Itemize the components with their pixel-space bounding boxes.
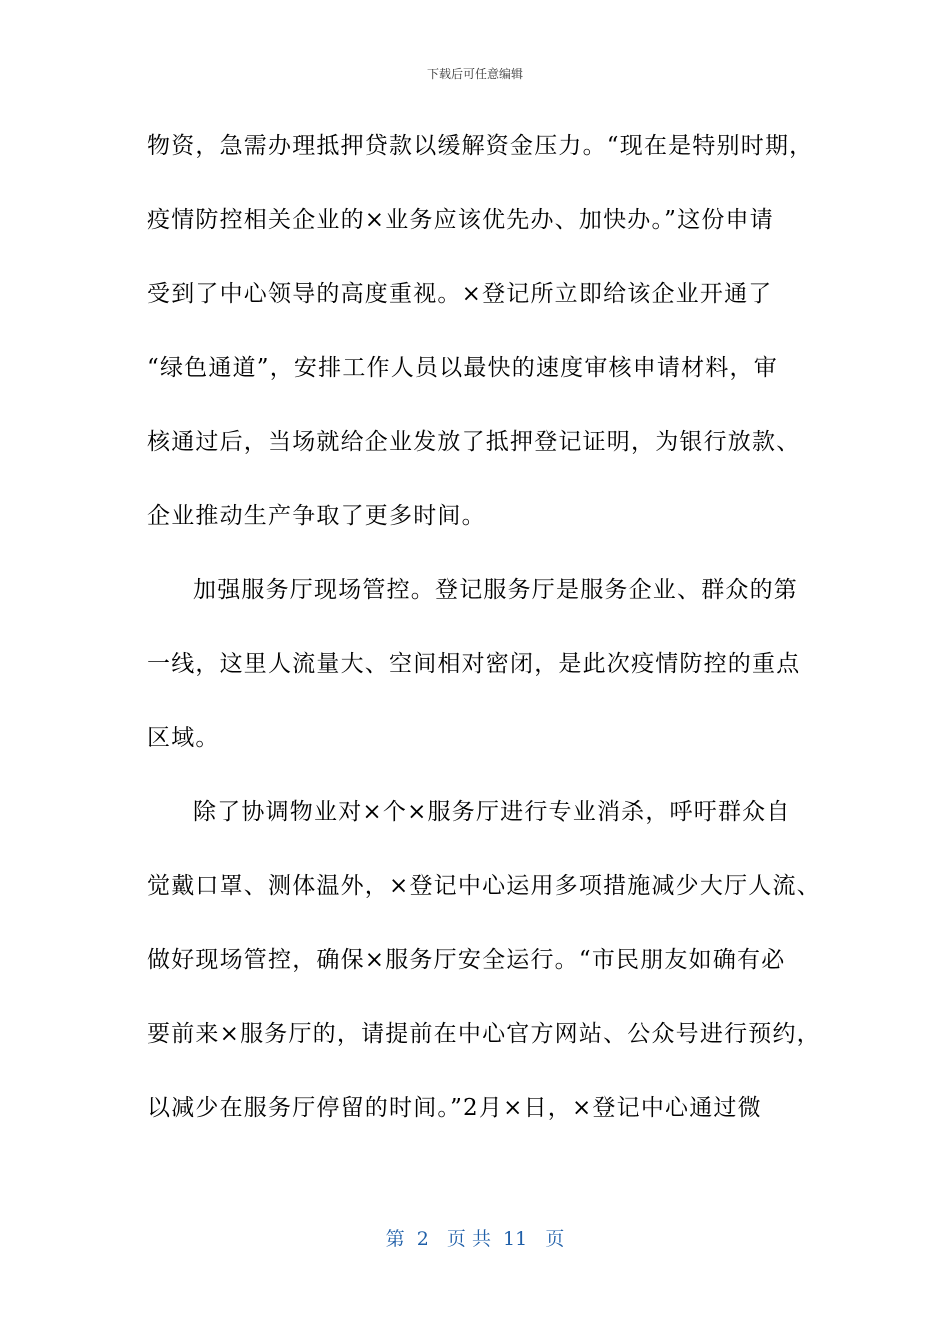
text-line: 物资，急需办理抵押贷款以缓解资金压力。“现在是特别时期，: [147, 133, 814, 159]
page-number-footer: 第 2 页 共 11 页: [385, 1228, 565, 1250]
text-line: 受到了中心领导的高度重视。×登记所立即给该企业开通了: [147, 281, 773, 307]
document-body: [147, 120, 821, 1156]
page-header: 下载后可任意编辑: [426, 67, 523, 81]
paragraph-start-line: 除了协调物业对×个×服务厅进行专业消杀，呼吁群众自: [193, 799, 791, 825]
text-line: 核通过后，当场就给企业发放了抵押登记证明，为银行放款、: [147, 429, 801, 455]
text-line: 以减少在服务厅停留的时间。”2月×日，×登记中心通过微: [147, 1095, 762, 1121]
text-line: 企业推动生产争取了更多时间。: [147, 503, 486, 529]
paragraph-start-line: 加强服务厅现场管控。登记服务厅是服务企业、群众的第: [193, 577, 798, 603]
text-line: 一线，这里人流量大、空间相对密闭，是此次疫情防控的重点: [147, 651, 801, 677]
text-line: 疫情防控相关企业的×业务应该优先办、加快办。”这份申请: [147, 207, 774, 233]
text-line: “绿色通道”，安排工作人员以最快的速度审核申请材料，审: [147, 355, 778, 381]
text-line: 区域。: [147, 725, 220, 751]
text-line: 要前来×服务厅的，请提前在中心官方网站、公众号进行预约，: [147, 1021, 821, 1047]
text-line: 做好现场管控，确保×服务厅安全运行。“市民朋友如确有必: [147, 947, 786, 973]
text-line: 觉戴口罩、测体温外，×登记中心运用多项措施减少大厅人流、: [147, 873, 821, 899]
